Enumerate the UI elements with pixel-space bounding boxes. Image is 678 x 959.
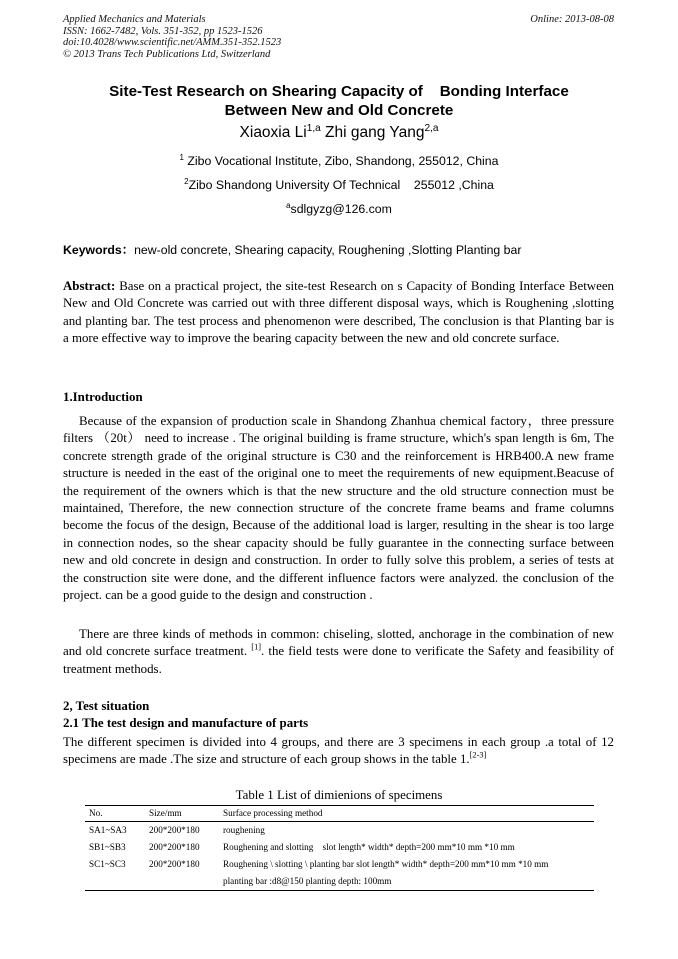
table-row [85, 822, 594, 840]
cell-method: planting bar :d8@150 planting depth: 100mm [219, 873, 594, 891]
author-1-affil: 1,a [306, 122, 321, 134]
intro-paragraph-2-text-end: . the field tests were done to verificate the Safety and feasibility of treatment methods. [63, 644, 614, 676]
doi-line[interactable]: doi:10.4028/www.scientific.net/AMM.351-352.1523 [63, 37, 282, 48]
keywords-text: new-old concrete, Shearing capacity, Roughening ,Slotting Planting bar [134, 243, 522, 257]
abstract-text: Base on a practical project, the site-test Research on s Capacity of Bonding Interface Between New and Old Concrete was carried out with three different disposal ways, which is Roughening ,slotting and planting bar. The test process and phenomenon were described, The conclusion is that Planting bar is a more effective way to improve the bearing capacity between the new and old concrete surface. [63, 279, 614, 346]
col-header-size: Size/mm [145, 806, 219, 822]
table-row [85, 839, 594, 856]
cell-method: Roughening \ slotting \ planting bar slot length* width* depth=200 mm*10 mm *10 mm [223, 859, 549, 869]
cell-no [85, 873, 145, 891]
section-2-heading: 2, Test situation [63, 699, 150, 713]
title-line-2: Between New and Old Concrete [224, 102, 454, 119]
section-2-1-heading: 2.1 The test design and manufacture of parts [63, 716, 309, 730]
journal-name: Applied Mechanics and Materials [63, 14, 206, 25]
affiliation-1-text: Zibo Vocational Institute, Zibo, Shandong, 255012, China [183, 154, 499, 168]
col-header-method: Surface processing method [219, 806, 594, 822]
copyright-line: © 2013 Trans Tech Publications Ltd, Switzerland [63, 48, 271, 60]
citation-1[interactable]: [1] [251, 643, 262, 653]
cell-size: 200*200*180 [149, 842, 200, 852]
cell-no: SB1~SB3 [89, 842, 126, 852]
title-line-1: Site-Test Research on Shearing Capacity of Bonding Interface [109, 83, 569, 100]
author-2: Zhi gang Yang [320, 124, 425, 141]
table-header-row [85, 806, 594, 822]
abstract-label: Abstract: [63, 279, 116, 293]
affiliation-2-text: Zibo Shandong University Of Technical 255012 ,China [188, 178, 494, 192]
affiliation-1-marker: 1 [179, 152, 184, 162]
cell-no: SA1~SA3 [89, 825, 127, 835]
affiliation-email [0, 202, 678, 216]
citation-2-3[interactable]: [2-3] [469, 751, 487, 761]
journal-header [63, 14, 281, 60]
abstract [63, 278, 614, 348]
affiliation-2-marker: 2 [184, 176, 189, 186]
email-marker: a [286, 200, 291, 210]
cell-method: Roughening and slotting slot length* width* depth=200 mm*10 mm *10 mm [223, 842, 515, 852]
affiliation-1 [0, 154, 678, 168]
author-line [0, 124, 678, 142]
table-1 [85, 805, 594, 891]
table-1-caption: Table 1 List of dimienions of specimens [235, 788, 443, 802]
intro-paragraph-2-text: There are three kinds of methods in common: chiseling, slotted, anchorage in the combination of new and old concrete surface treatment. [63, 627, 614, 659]
table-row [85, 873, 594, 891]
intro-paragraph-2 [63, 626, 614, 678]
cell-method: roughening [223, 825, 265, 835]
cell-size [145, 873, 219, 891]
cell-size: 200*200*180 [149, 825, 200, 835]
table-row [85, 856, 594, 873]
email-text[interactable]: sdlgyzg@126.com [290, 202, 392, 216]
keywords-label: Keywords： [63, 243, 135, 257]
intro-paragraph-1: Because of the expansion of production scale in Shandong Zhanhua chemical factory，three pressure filters （20t） need to increase . The original building is frame structure, which's span length is 6m, The concrete strength grade of the original structure is C30 and the reinforcement is HRB400.A new frame structure is needed in the east of the original one to meet the requirements of new equipment.Beacuse of the requirement of the owners which is that the new structure and the old structure connection must be maintained, Therefore, the new connection structure of the concrete frame beams and frame columns become the focus of the design, Because of the additional load is larger, resulting in the shear is too large in connection nodes, so the shear capacity should be fully guarantee in the connecting surface between new and old concrete in design and construction. In order to fully solve this problem, a series of tests at the construction site were done, and the different influence factors were analyzed. the conclusion of the project. can be a good guide to the design and construction . [63, 414, 614, 603]
cell-size: 200*200*180 [149, 859, 200, 869]
section-2-1-text: The different specimen is divided into 4 groups, and there are 3 specimens in each group .a total of 12 specimens are made .The size and structure of each group shows in the table 1. [63, 735, 614, 767]
keywords [63, 240, 521, 258]
col-header-no: No. [85, 806, 145, 822]
section-2-1-paragraph [63, 734, 614, 769]
affiliation-2 [0, 178, 678, 192]
author-2-affil: 2,a [424, 122, 439, 134]
online-date: Online: 2013-08-08 [530, 14, 614, 25]
cell-no: SC1~SC3 [89, 859, 126, 869]
paper-title [60, 82, 618, 120]
issn-line: ISSN: 1662-7482, Vols. 351-352, pp 1523-1526 [63, 25, 263, 37]
author-1: Xiaoxia Li [239, 124, 307, 141]
section-1-heading: 1.Introduction [63, 390, 143, 404]
